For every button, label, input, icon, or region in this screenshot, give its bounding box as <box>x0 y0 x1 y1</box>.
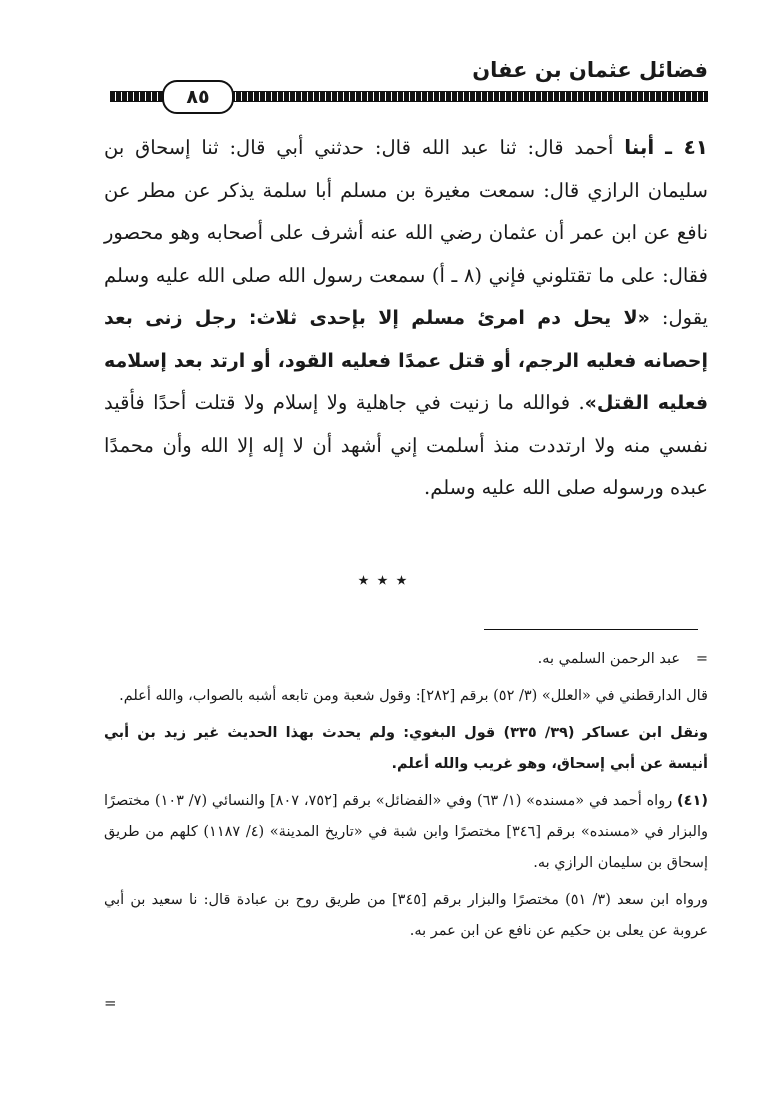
footnotes <box>104 644 708 953</box>
hadith-chain-start: أبنا <box>624 135 655 159</box>
footnote-rule <box>484 629 698 630</box>
footnote-paragraph: ونقل ابن عساكر (٣٩/ ٣٣٥) قول البغوي: ولم يحدث بهذا الحديث غير زيد بن أبي أنيسة عن أبي إسحاق، وهو غريب والله أعلم. <box>104 725 708 772</box>
footnote-paragraph: قال الدارقطني في «العلل» (٣/ ٥٢) برقم [٢٨٢]: وقول شعبة ومن تابعه أشبه بالصواب، والله أعلم. <box>119 688 708 704</box>
section-separator: ٭ ٭ ٭ <box>357 568 408 593</box>
prophetic-quote: «لا يحل دم امرئ مسلم إلا بإحدى ثلاث: رجل زنى بعد إحصانه فعليه الرجم، أو قتل عمدًا فعليه القود، أو ارتد بعد إسلامه فعليه القتل» <box>104 307 709 414</box>
page-header <box>110 50 708 108</box>
continuation-mark: = <box>695 651 708 667</box>
page-number: ٨٥ <box>162 80 234 114</box>
hadith-number: ٤١ ـ <box>665 135 708 159</box>
continuation-end-mark: = <box>104 994 117 1012</box>
hadith-text <box>104 126 708 510</box>
running-title: فضائل عثمان بن عفان <box>472 58 708 82</box>
hadith-ending: . فوالله ما زنيت في جاهلية ولا إسلام ولا قتلت أحدًا فأقيد نفسي منه ولا ارتددت منذ أسلمت إني أشهد أن لا إله إلا الله وأن محمدًا عبده ورسوله صلى الله عليه وسلم. <box>104 391 708 499</box>
hadith-intro: أحمد قال: ثنا عبد الله قال: حدثني أبي قال: ثنا إسحاق بن سليمان الرازي قال: سمعت مغيرة بن مسلم أبا سلمة يذكر عن مطر عن نافع عن ابن عمر أن عثمان رضي الله عنه أشرف على أصحابه وهو محصور فقال: على ما تقتلوني فإني (٨ ـ أ) سمعت رسول الله صلى الله عليه وسلم يقول: <box>104 136 708 329</box>
footnote-41 <box>104 786 708 879</box>
footnote-41-text: رواه أحمد في «مسنده» (١/ ٦٣) وفي «الفضائل» برقم [٧٥٢، ٨٠٧] والنسائي (٧/ ١٠٣) مختصرًا والبزار في «مسنده» برقم [٣٤٦] مختصرًا وابن شبة في «تاريخ المدينة» (٤/ ١١٨٧) كلهم من طريق إسحاق بن سليمان الرازي به. <box>104 793 708 871</box>
footnote-number: (٤١) <box>677 793 709 809</box>
footnote-continuation <box>104 644 708 675</box>
continuation-text: عبد الرحمن السلمي به. <box>537 651 680 667</box>
footnote-paragraph: ورواه ابن سعد (٣/ ٥١) مختصرًا والبزار برقم [٣٤٥] من طريق روح بن عبادة قال: نا سعيد بن أبي عروبة عن يعلى بن حكيم عن نافع عن ابن عمر به. <box>104 892 708 939</box>
